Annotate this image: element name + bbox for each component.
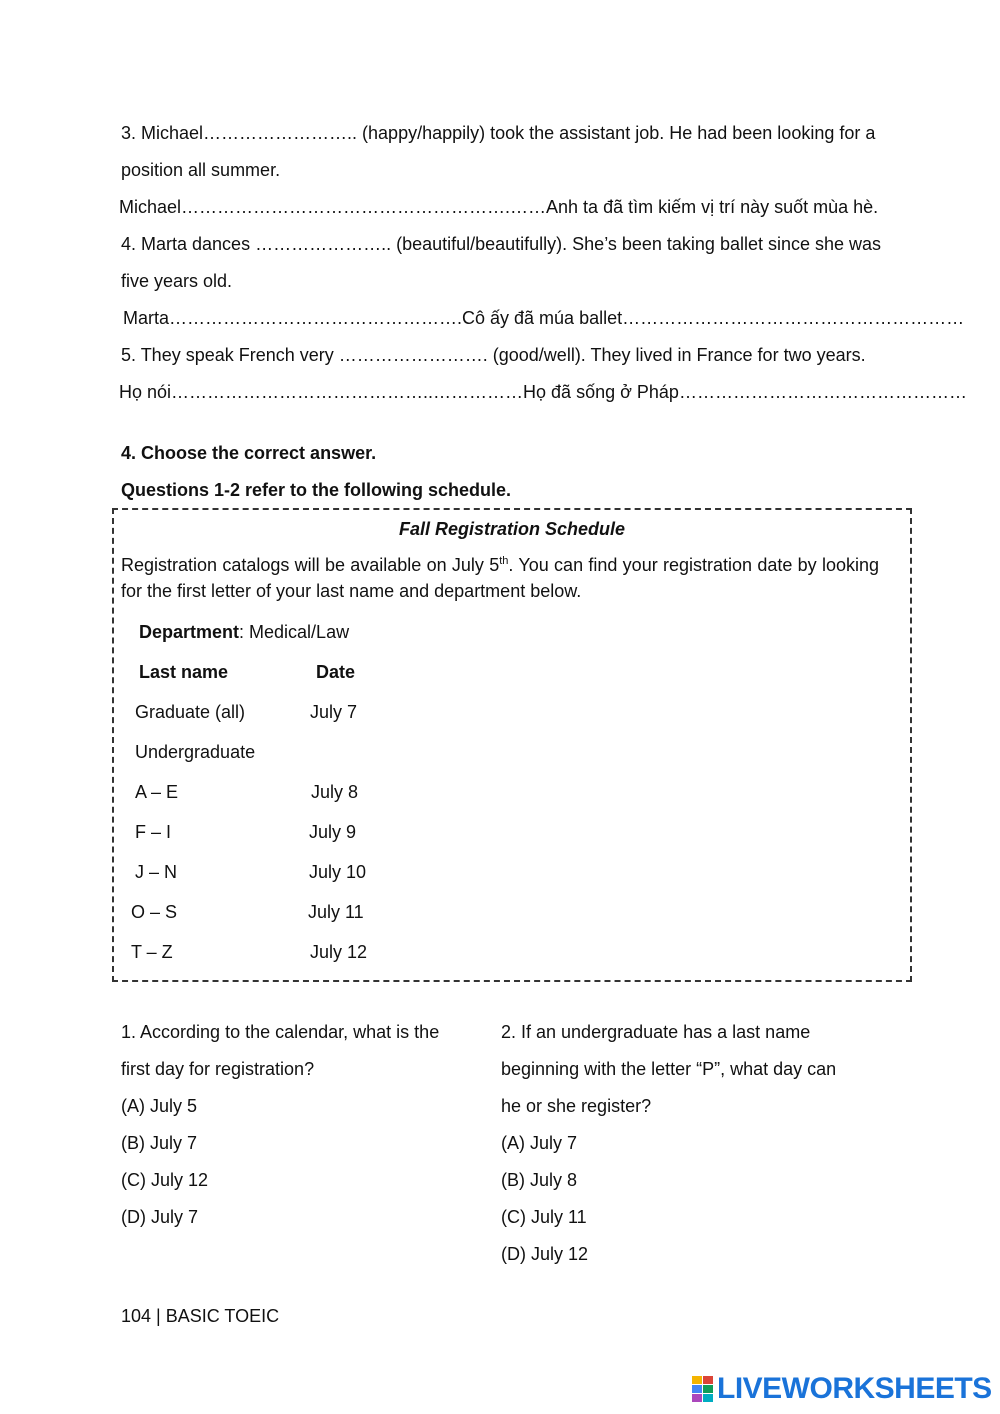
- logo-text: LIVEWORKSHEETS: [717, 1372, 992, 1405]
- schedule-intro-text-cont: . You can find your registration date by looking for the first letter of your last name and department below.: [121, 555, 879, 601]
- question-1-option-d[interactable]: (D) July 7: [121, 1207, 199, 1227]
- logo-tile: [703, 1385, 713, 1393]
- exercise-4-translation: Marta………………………………………….Cô ấy đã múa ballet…………………………………………………: [123, 308, 965, 328]
- logo-tile: [703, 1394, 713, 1402]
- question-2-stem-cont-2: he or she register?: [501, 1096, 652, 1116]
- schedule-row-date: July 7: [310, 702, 358, 722]
- schedule-row-date: July 9: [309, 822, 357, 842]
- question-2-stem: 2. If an undergraduate has a last name: [501, 1022, 811, 1042]
- logo-tile: [692, 1394, 702, 1402]
- question-2-stem-cont: beginning with the letter “P”, what day can: [501, 1059, 837, 1079]
- schedule-row-name: J – N: [135, 862, 178, 882]
- liveworksheets-logo[interactable]: [692, 1374, 992, 1404]
- column-header-lastname: Last name: [139, 662, 229, 682]
- exercise-4-sentence-cont: five years old.: [121, 271, 233, 291]
- question-2-option-c[interactable]: (C) July 11: [501, 1207, 587, 1227]
- question-1-stem: 1. According to the calendar, what is the: [121, 1022, 440, 1042]
- schedule-row-date: July 11: [308, 902, 364, 922]
- section-subheading: Questions 1-2 refer to the following schedule.: [121, 480, 512, 500]
- question-1-option-a[interactable]: (A) July 5: [121, 1096, 198, 1116]
- schedule-title: Fall Registration Schedule: [398, 519, 626, 539]
- department-line: [139, 621, 349, 643]
- question-1-option-c[interactable]: (C) July 12: [121, 1170, 209, 1190]
- section-heading: 4. Choose the correct answer.: [121, 443, 377, 463]
- schedule-row-date: July 12: [310, 942, 368, 962]
- exercise-3-translation: Michael……………………………………………….……Anh ta đã tìm kiếm vị trí này suốt mùa hè.: [119, 197, 879, 217]
- department-label: Department: [139, 622, 240, 642]
- schedule-row-name: O – S: [131, 902, 178, 922]
- question-2-option-a[interactable]: (A) July 7: [501, 1133, 578, 1153]
- question-2-option-b[interactable]: (B) July 8: [501, 1170, 578, 1190]
- logo-tile: [692, 1385, 702, 1393]
- schedule-row-name: Undergraduate: [135, 742, 256, 762]
- exercise-3-sentence-cont: position all summer.: [121, 160, 281, 180]
- schedule-row-name: F – I: [135, 822, 172, 842]
- schedule-row-date: July 8: [311, 782, 359, 802]
- department-value: : Medical/Law: [239, 622, 350, 642]
- exercise-5-sentence: 5. They speak French very ……………………. (good/well). They lived in France for two years.: [121, 345, 866, 365]
- question-1-option-b[interactable]: (B) July 7: [121, 1133, 198, 1153]
- schedule-intro: [121, 552, 879, 604]
- column-header-date: Date: [316, 662, 356, 682]
- schedule-intro-text: Registration catalogs will be available on July 5: [121, 555, 500, 575]
- question-2-option-d[interactable]: (D) July 12: [501, 1244, 589, 1264]
- page-footer: 104 | BASIC TOEIC: [121, 1306, 280, 1326]
- question-1-stem-cont: first day for registration?: [121, 1059, 315, 1079]
- logo-grid-icon: [692, 1376, 713, 1402]
- exercise-4-sentence: 4. Marta dances ………………….. (beautiful/beautifully). She’s been taking ballet since she was: [121, 234, 882, 254]
- schedule-row-name: A – E: [135, 782, 179, 802]
- schedule-row-name: T – Z: [131, 942, 173, 962]
- logo-tile: [692, 1376, 702, 1384]
- schedule-row-name: Graduate (all): [135, 702, 246, 722]
- logo-tile: [703, 1376, 713, 1384]
- exercise-3-sentence: 3. Michael…………………….. (happy/happily) took the assistant job. He had been looking for a: [121, 123, 876, 143]
- schedule-intro-sup: th: [499, 555, 509, 567]
- schedule-row-date: July 10: [309, 862, 367, 882]
- exercise-5-translation: Họ nói……………………………………..……………Họ đã sống ở Pháp…………………………………………: [119, 382, 967, 402]
